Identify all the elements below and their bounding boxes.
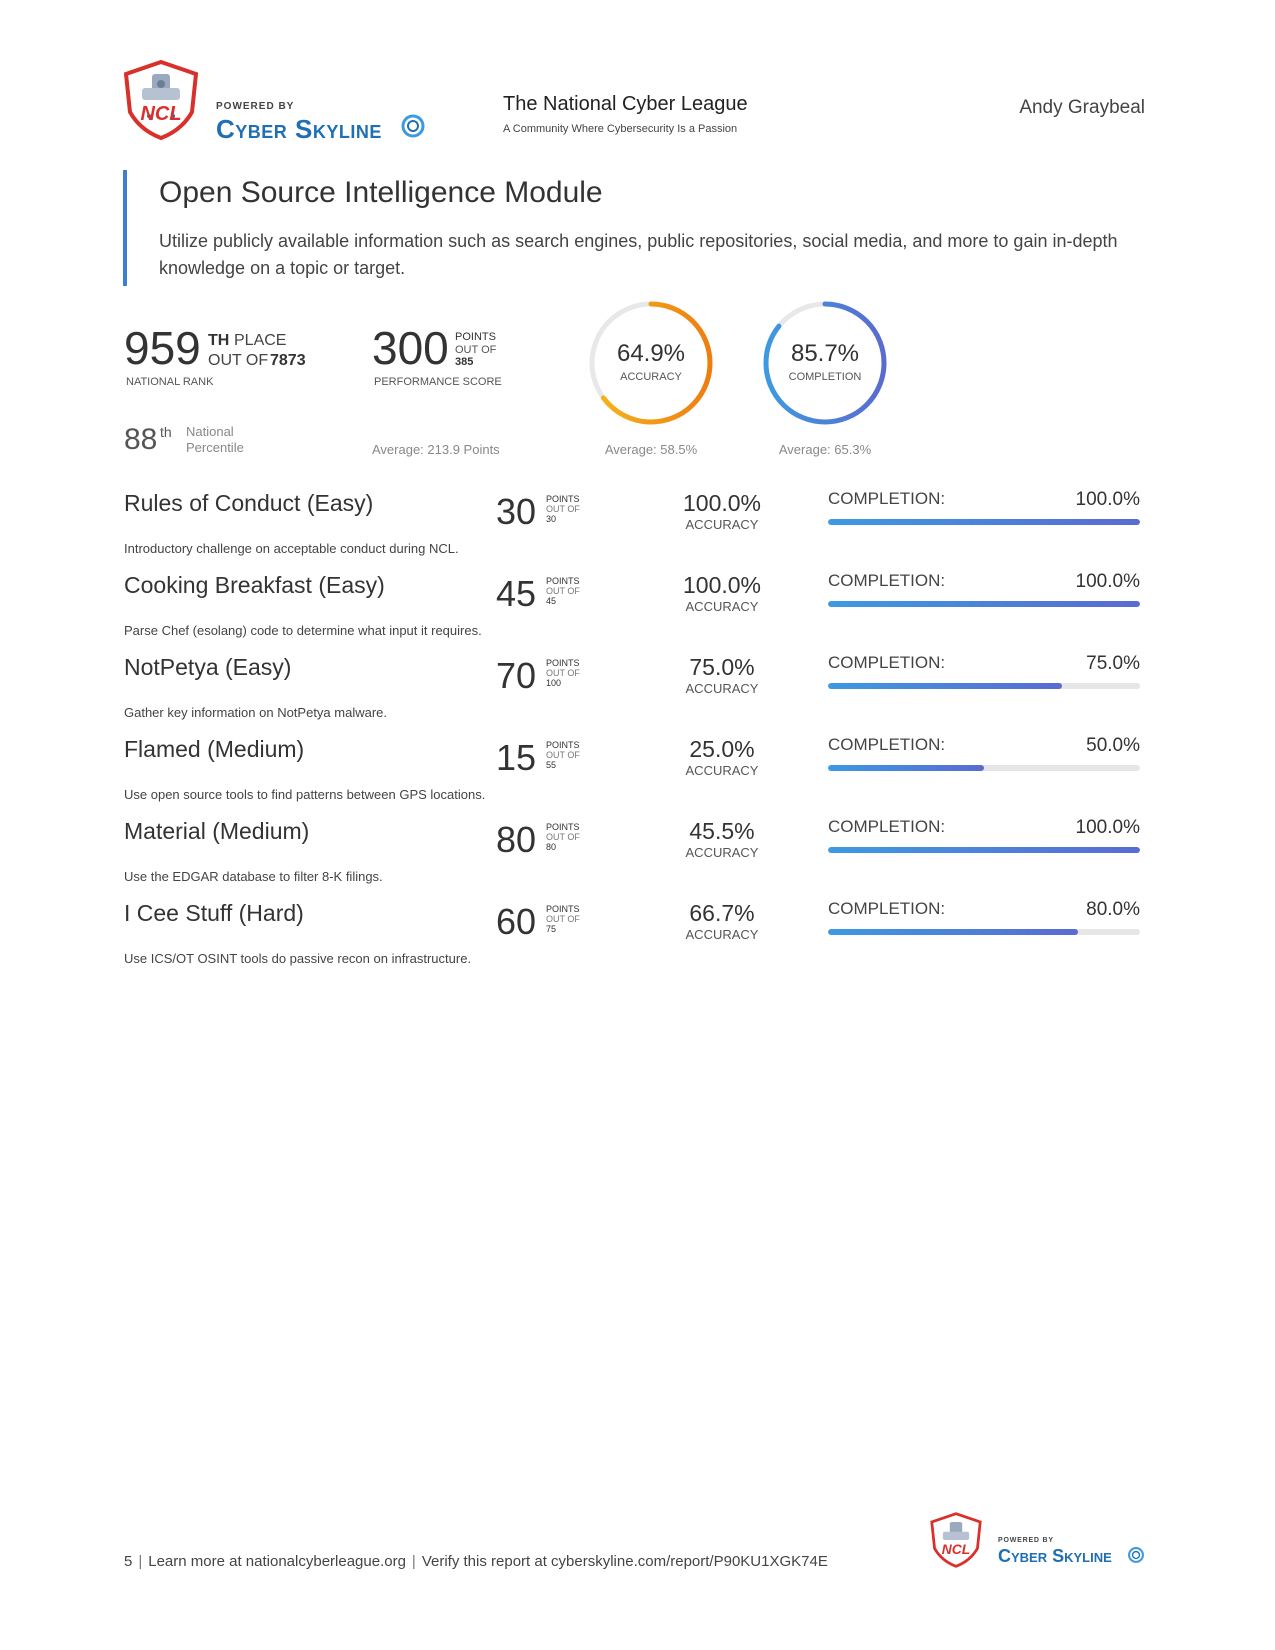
challenge-accuracy-label: ACCURACY bbox=[685, 763, 759, 778]
challenge-description: Introductory challenge on acceptable conduct during NCL. bbox=[124, 541, 459, 556]
challenge-max-points: 30 bbox=[546, 514, 557, 524]
challenge-accuracy: 100.0% bbox=[682, 572, 761, 598]
footer-separator: | bbox=[138, 1553, 143, 1570]
completion-bar bbox=[828, 519, 1140, 525]
national-rank-label: NATIONAL RANK bbox=[126, 376, 214, 388]
challenge-accuracy-label: ACCURACY bbox=[685, 845, 759, 860]
accuracy-value: 64.9% bbox=[616, 340, 686, 367]
challenge-max-points: 80 bbox=[546, 842, 557, 852]
challenge-description: Use the EDGAR database to filter 8-K filings. bbox=[124, 869, 383, 884]
completion-bar-fill bbox=[828, 765, 984, 771]
challenge-completion-value: 100.0% bbox=[1075, 571, 1140, 592]
accuracy-average: Average: 58.5% bbox=[604, 442, 698, 457]
completion-bar-fill bbox=[828, 929, 1078, 935]
performance-score-value: 300 bbox=[372, 322, 449, 374]
svg-text:NCL: NCL bbox=[941, 1540, 971, 1557]
completion-bar bbox=[828, 683, 1140, 689]
challenge-points-label: POINTS bbox=[546, 740, 580, 750]
ncl-shield-logo bbox=[122, 60, 200, 140]
challenge-completion-label: COMPLETION: bbox=[828, 653, 946, 672]
challenge-completion-label: COMPLETION: bbox=[828, 735, 946, 754]
completion-bar-fill bbox=[828, 601, 1140, 607]
challenge-completion-value: 100.0% bbox=[1075, 817, 1140, 838]
challenge-row bbox=[0, 900, 1275, 982]
challenge-completion-value: 50.0% bbox=[1086, 735, 1140, 756]
powered-by-label: POWERED BY bbox=[216, 101, 295, 112]
challenge-name: Flamed (Medium) bbox=[124, 736, 305, 762]
challenge-points-label: POINTS bbox=[546, 494, 580, 504]
challenge-completion-label: COMPLETION: bbox=[828, 817, 946, 836]
challenge-points: 80 bbox=[496, 819, 537, 860]
challenge-max-points: 100 bbox=[546, 678, 562, 688]
score-points-label: POINTS bbox=[455, 331, 496, 343]
module-accent-bar bbox=[123, 170, 127, 286]
footer-brand: Cyber Skyline bbox=[998, 1546, 1112, 1566]
challenge-name: NotPetya (Easy) bbox=[124, 654, 292, 680]
svg-text:NCL: NCL bbox=[140, 103, 182, 125]
challenge-accuracy: 100.0% bbox=[682, 490, 761, 516]
swirl-icon bbox=[400, 113, 426, 139]
challenge-out-of-label: OUT OF bbox=[546, 832, 580, 842]
challenge-completion-label: COMPLETION: bbox=[828, 899, 946, 918]
challenge-max-points: 75 bbox=[546, 924, 557, 934]
percentile-suffix: th bbox=[160, 424, 172, 440]
challenge-points-label: POINTS bbox=[546, 658, 580, 668]
rank-out-of-label: OUT OF bbox=[208, 352, 269, 369]
challenge-out-of-label: OUT OF bbox=[546, 914, 580, 924]
challenge-points-label: POINTS bbox=[546, 576, 580, 586]
footer-powered-by: POWERED BY bbox=[998, 1537, 1054, 1544]
national-rank-value: 959 bbox=[124, 322, 201, 374]
challenge-points-label: POINTS bbox=[546, 822, 580, 832]
challenge-description: Use ICS/OT OSINT tools do passive recon on infrastructure. bbox=[124, 951, 472, 966]
challenge-row bbox=[0, 654, 1275, 736]
module-description: Utilize publicly available information such as search engines, public repositories, social media, and more to gain in-depth knowledge on a topic or target. bbox=[159, 231, 1118, 278]
challenge-accuracy-label: ACCURACY bbox=[685, 599, 759, 614]
challenge-row bbox=[0, 736, 1275, 818]
module-title: Open Source Intelligence Module bbox=[159, 176, 603, 209]
challenge-completion-label: COMPLETION: bbox=[828, 571, 946, 590]
completion-bar-fill bbox=[828, 847, 1140, 853]
completion-bar bbox=[828, 847, 1140, 853]
challenge-description: Use open source tools to find patterns between GPS locations. bbox=[124, 787, 486, 802]
league-tagline: A Community Where Cybersecurity Is a Passion bbox=[503, 123, 738, 135]
challenge-points: 60 bbox=[496, 901, 537, 942]
challenge-points: 70 bbox=[496, 655, 537, 696]
completion-bar bbox=[828, 765, 1140, 771]
score-out-of-label: OUT OF bbox=[455, 344, 497, 356]
challenge-accuracy-label: ACCURACY bbox=[685, 517, 759, 532]
completion-average: Average: 65.3% bbox=[778, 442, 872, 457]
completion-value: 85.7% bbox=[790, 340, 860, 367]
challenge-completion-value: 100.0% bbox=[1075, 489, 1140, 510]
challenge-accuracy: 66.7% bbox=[689, 900, 755, 926]
completion-bar-fill bbox=[828, 519, 1140, 525]
challenge-points: 30 bbox=[496, 491, 537, 532]
percentile-label-national: National bbox=[186, 424, 234, 439]
league-title: The National Cyber League bbox=[503, 93, 748, 115]
challenge-name: Material (Medium) bbox=[124, 818, 310, 844]
challenge-name: Rules of Conduct (Easy) bbox=[124, 490, 374, 516]
challenge-points-label: POINTS bbox=[546, 904, 580, 914]
rank-total: 7873 bbox=[270, 352, 306, 369]
percentile-label-percentile: Percentile bbox=[186, 440, 244, 455]
challenge-name: I Cee Stuff (Hard) bbox=[124, 900, 304, 926]
accuracy-label: ACCURACY bbox=[620, 371, 682, 383]
swirl-icon bbox=[1127, 1546, 1145, 1564]
score-average: Average: 213.9 Points bbox=[372, 442, 500, 457]
performance-score-label: PERFORMANCE SCORE bbox=[374, 376, 502, 388]
challenge-accuracy-label: ACCURACY bbox=[685, 927, 759, 942]
challenge-completion-value: 80.0% bbox=[1086, 899, 1140, 920]
challenge-max-points: 55 bbox=[546, 760, 557, 770]
challenge-row bbox=[0, 818, 1275, 900]
cyber-skyline-brand: Cyber Skyline bbox=[216, 114, 382, 144]
challenge-name: Cooking Breakfast (Easy) bbox=[124, 572, 385, 598]
challenge-row bbox=[0, 572, 1275, 654]
challenge-completion-label: COMPLETION: bbox=[828, 489, 946, 508]
score-max: 385 bbox=[455, 356, 474, 368]
challenge-points: 15 bbox=[496, 737, 537, 778]
challenge-out-of-label: OUT OF bbox=[546, 586, 580, 596]
player-name: Andy Graybeal bbox=[1019, 97, 1145, 118]
completion-bar-fill bbox=[828, 683, 1062, 689]
challenge-accuracy: 25.0% bbox=[689, 736, 755, 762]
challenge-accuracy-label: ACCURACY bbox=[685, 681, 759, 696]
challenge-out-of-label: OUT OF bbox=[546, 504, 580, 514]
challenge-accuracy: 45.5% bbox=[689, 818, 755, 844]
footer-separator: | bbox=[411, 1553, 416, 1570]
challenge-max-points: 45 bbox=[546, 596, 557, 606]
challenge-row bbox=[0, 490, 1275, 572]
challenge-description: Gather key information on NotPetya malware. bbox=[124, 705, 388, 720]
challenge-out-of-label: OUT OF bbox=[546, 750, 580, 760]
rank-place-label: PLACE bbox=[234, 332, 287, 349]
percentile-value: 88 bbox=[124, 423, 158, 456]
ncl-shield-logo-footer bbox=[929, 1512, 983, 1568]
footer-text bbox=[124, 1553, 828, 1570]
learn-more-link[interactable]: Learn more at nationalcyberleague.org bbox=[148, 1553, 406, 1570]
verify-report-link[interactable]: Verify this report at cyberskyline.com/report/P90KU1XGK74E bbox=[421, 1553, 828, 1570]
challenge-completion-value: 75.0% bbox=[1086, 653, 1140, 674]
challenge-points: 45 bbox=[496, 573, 537, 614]
rank-suffix: TH bbox=[208, 332, 230, 349]
challenge-out-of-label: OUT OF bbox=[546, 668, 580, 678]
completion-bar bbox=[828, 601, 1140, 607]
page-number: 5 bbox=[124, 1553, 133, 1570]
challenge-accuracy: 75.0% bbox=[689, 654, 755, 680]
completion-bar bbox=[828, 929, 1140, 935]
challenge-description: Parse Chef (esolang) code to determine what input it requires. bbox=[124, 623, 482, 638]
completion-label: COMPLETION bbox=[788, 371, 862, 383]
